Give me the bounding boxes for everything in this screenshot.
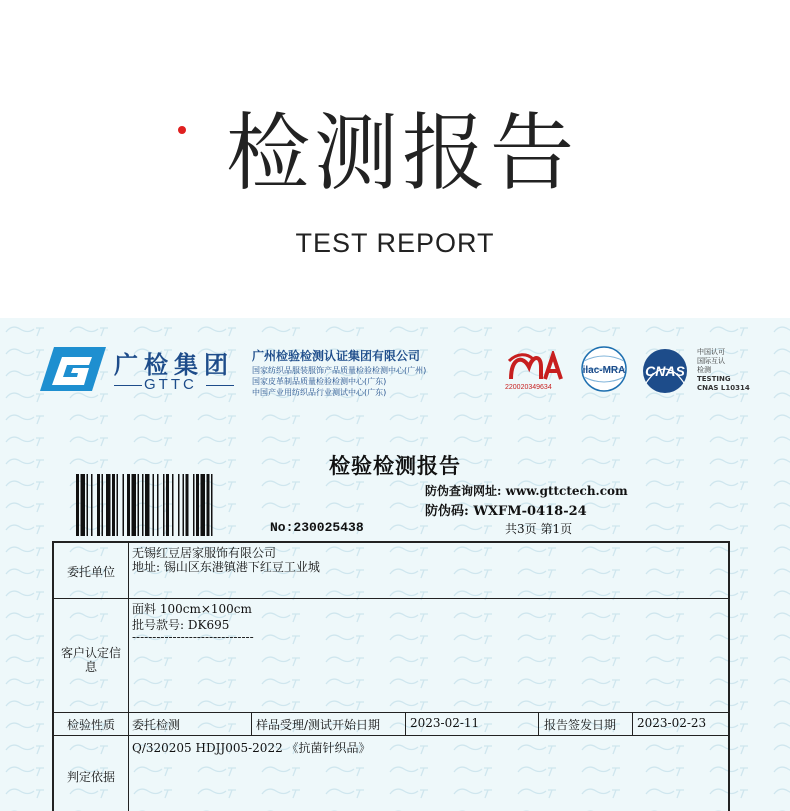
barcode-icon xyxy=(76,474,268,536)
cma-logo-icon xyxy=(507,351,565,383)
issued-label: 报告签发日期 xyxy=(544,718,617,732)
basis-label: 判定依据 xyxy=(66,770,115,784)
org-name: 广州检验检测认证集团有限公司 xyxy=(252,349,421,363)
cnas-text-line: 检测 xyxy=(697,366,711,374)
received-label: 样品受理/测试开始日期 xyxy=(256,718,381,732)
cma-code: 220020349634 xyxy=(505,384,552,391)
org-sub-line: 国家纺织品服装服饰产品质量检验检测中心(广州) xyxy=(252,366,427,375)
client-name: 无锡红豆居家服饰有限公司 xyxy=(132,546,277,560)
basis-value: Q/320205 HDJJ005-2022 《抗菌针织品》 xyxy=(132,741,371,755)
svg-text:ilac-MRA: ilac-MRA xyxy=(582,365,626,376)
received-date: 2023-02-11 xyxy=(410,716,480,730)
ilac-mra-logo-icon xyxy=(576,345,632,395)
client-address: 地址: 锡山区东港镇港下红豆工业城 xyxy=(132,560,320,574)
cnas-text-line: 国际互认 xyxy=(697,357,725,365)
cnas-text-line: CNAS L10314 xyxy=(697,384,750,392)
report-title: 检验检测报告 xyxy=(329,453,461,478)
hero-title: 检测报告 xyxy=(226,104,579,202)
cnas-text-line: 中国认可 xyxy=(697,348,725,356)
verify-url: 防伪查询网址: www.gttctech.com xyxy=(425,484,628,498)
logo-rule-right xyxy=(206,385,234,386)
verify-code: 防伪码: WXFM-0418-24 xyxy=(425,504,587,519)
nature-value: 委托检测 xyxy=(132,718,181,732)
svg-text:CNAS: CNAS xyxy=(645,363,685,379)
logo-rule-left xyxy=(114,385,142,386)
red-bullet-dot xyxy=(178,126,186,134)
cnas-logo-icon xyxy=(636,347,694,395)
nature-label: 检验性质 xyxy=(66,718,115,732)
report-number: No:230025438 xyxy=(270,520,364,535)
cnas-text-line: TESTING xyxy=(697,375,731,383)
page-info: 共3页 第1页 xyxy=(505,522,573,536)
gttc-logo-en: GTTC xyxy=(144,376,197,393)
gttc-logo-icon xyxy=(40,345,108,393)
customer-info-label: 客户认定信 xyxy=(60,646,121,660)
org-sub-line: 国家皮革制品质量检验检测中心(广东) xyxy=(252,377,387,386)
org-sub-line: 中国产业用纺织品行业测试中心(广东) xyxy=(252,388,387,397)
fabric-spec: 面料 100cm×100cm xyxy=(132,602,252,616)
issued-date: 2023-02-23 xyxy=(637,716,707,730)
client-label: 委托单位 xyxy=(66,565,115,579)
batch-number: 批号款号: DK695 xyxy=(132,618,230,632)
gttc-logo-cn: 广检集团 xyxy=(114,351,234,379)
dash-rule: ------------------------------ xyxy=(132,630,254,644)
customer-info-label-2: 息 xyxy=(84,660,97,674)
hero-subtitle: TEST REPORT xyxy=(295,228,495,258)
